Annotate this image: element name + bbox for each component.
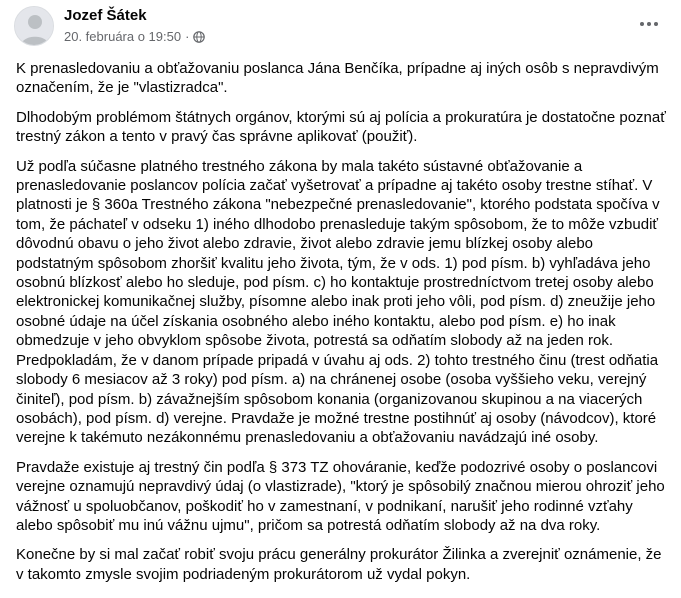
post-paragraph: Dlhodobým problémom štátnych orgánov, ktorými sú aj polícia a prokuratúra je dostatočne poznať trestný zákon a tento v pravý čas správne aplikovať (použiť).	[16, 108, 666, 146]
post-timestamp[interactable]: 20. februára o 19:50	[64, 29, 182, 44]
post-paragraph: Pravdaže existuje aj trestný čin podľa § 373 TZ ohováranie, keďže podozrivé osoby o poslancovi verejne oznamujú nepravdivý údaj (o vlastizrade), "ktorý je spôsobilý značnou mierou ohroziť jeho vážnosť u spoluobčanov, poškodiť ho v zamestnaní, v podnikaní, narušiť jeho rodinné vzťahy alebo spôsobiť mu inú vážnu ujmu", pričom sa potrestá odňatím slobody až na dva roky.	[16, 458, 665, 534]
more-options-button[interactable]	[631, 6, 667, 42]
post-paragraph: Konečne by si mal začať robiť svoju prácu generálny prokurátor Žilinka a zverejniť oznámenie, že v takomto zmysle svojim podriadeným prokurátorom už vydal pokyn.	[16, 546, 662, 583]
more-options-dot	[647, 22, 651, 26]
more-options-dot	[654, 22, 658, 26]
default-avatar-icon	[15, 7, 54, 46]
more-options-icon	[640, 22, 644, 26]
post-body	[16, 59, 668, 594]
author-name[interactable]: Jozef Šátek	[64, 7, 147, 24]
post-paragraph: K prenasledovaniu a obťažovaniu poslanca Jána Benčíka, prípadne aj iných osôb s nepravdivým označením, že je "vlastizradca".	[16, 60, 659, 97]
post-meta	[64, 29, 205, 44]
meta-separator: ·	[185, 29, 190, 44]
post-paragraph: Už podľa súčasne platného trestného zákona by mala takéto sústavné obťažovanie a prenasledovanie poslancov polícia začať vyšetrovať a prípadne aj takéto osoby trestne stíhať. V platnosti je § 360a Trestného zákona "nebezpečné prenasledovanie", ktorého podstata spočíva v tom, že páchateľ v odseku 1) iného dlhodobo prenasleduje takým spôsobom, že to môže vzbudiť dôvodnú obavu o jeho život alebo zdravie, život alebo zdravie jemu blízkej osoby alebo podstatným spôsobom zhoršiť kvalitu jeho života, tým, že v ods. 1) pod písm. b) vyhľadáva jeho osobnú blízkosť alebo ho sleduje, pod písm. c) ho kontaktuje prostredníctvom tretej osoby alebo elektronickej komunikačnej služby, písomne alebo inak proti jeho vôli, pod písm. d) zneužije jeho osobné údaje na účel získania osobného alebo iného kontaktu, alebo pod písm. e) ho inak obmedzuje v jeho obvyklom spôsobe života, potrestá sa odňatím slobody až na jeden rok. Predpokladám, že v danom prípade pripadá v úvahu aj ods. 2) tohto trestného činu (trest odňatia slobody 6 mesiacov až 3 roky) pod písm. a) na chránenej osobe (osoba vyššieho veku, verejný činiteľ), pod písm. b) závažnejším spôsobom konania (organizovanou skupinou a na viacerých osobách), pod písm. d) verejne. Pravdaže je možné trestne postihnúť aj osoby (návodcov), ktoré verejne k takémuto nezákonnému prenasledovaniu a obťažovaniu navádzajú iné osoby.	[16, 157, 660, 447]
avatar[interactable]	[14, 6, 54, 46]
globe-icon	[193, 31, 205, 43]
post-header	[14, 6, 669, 52]
